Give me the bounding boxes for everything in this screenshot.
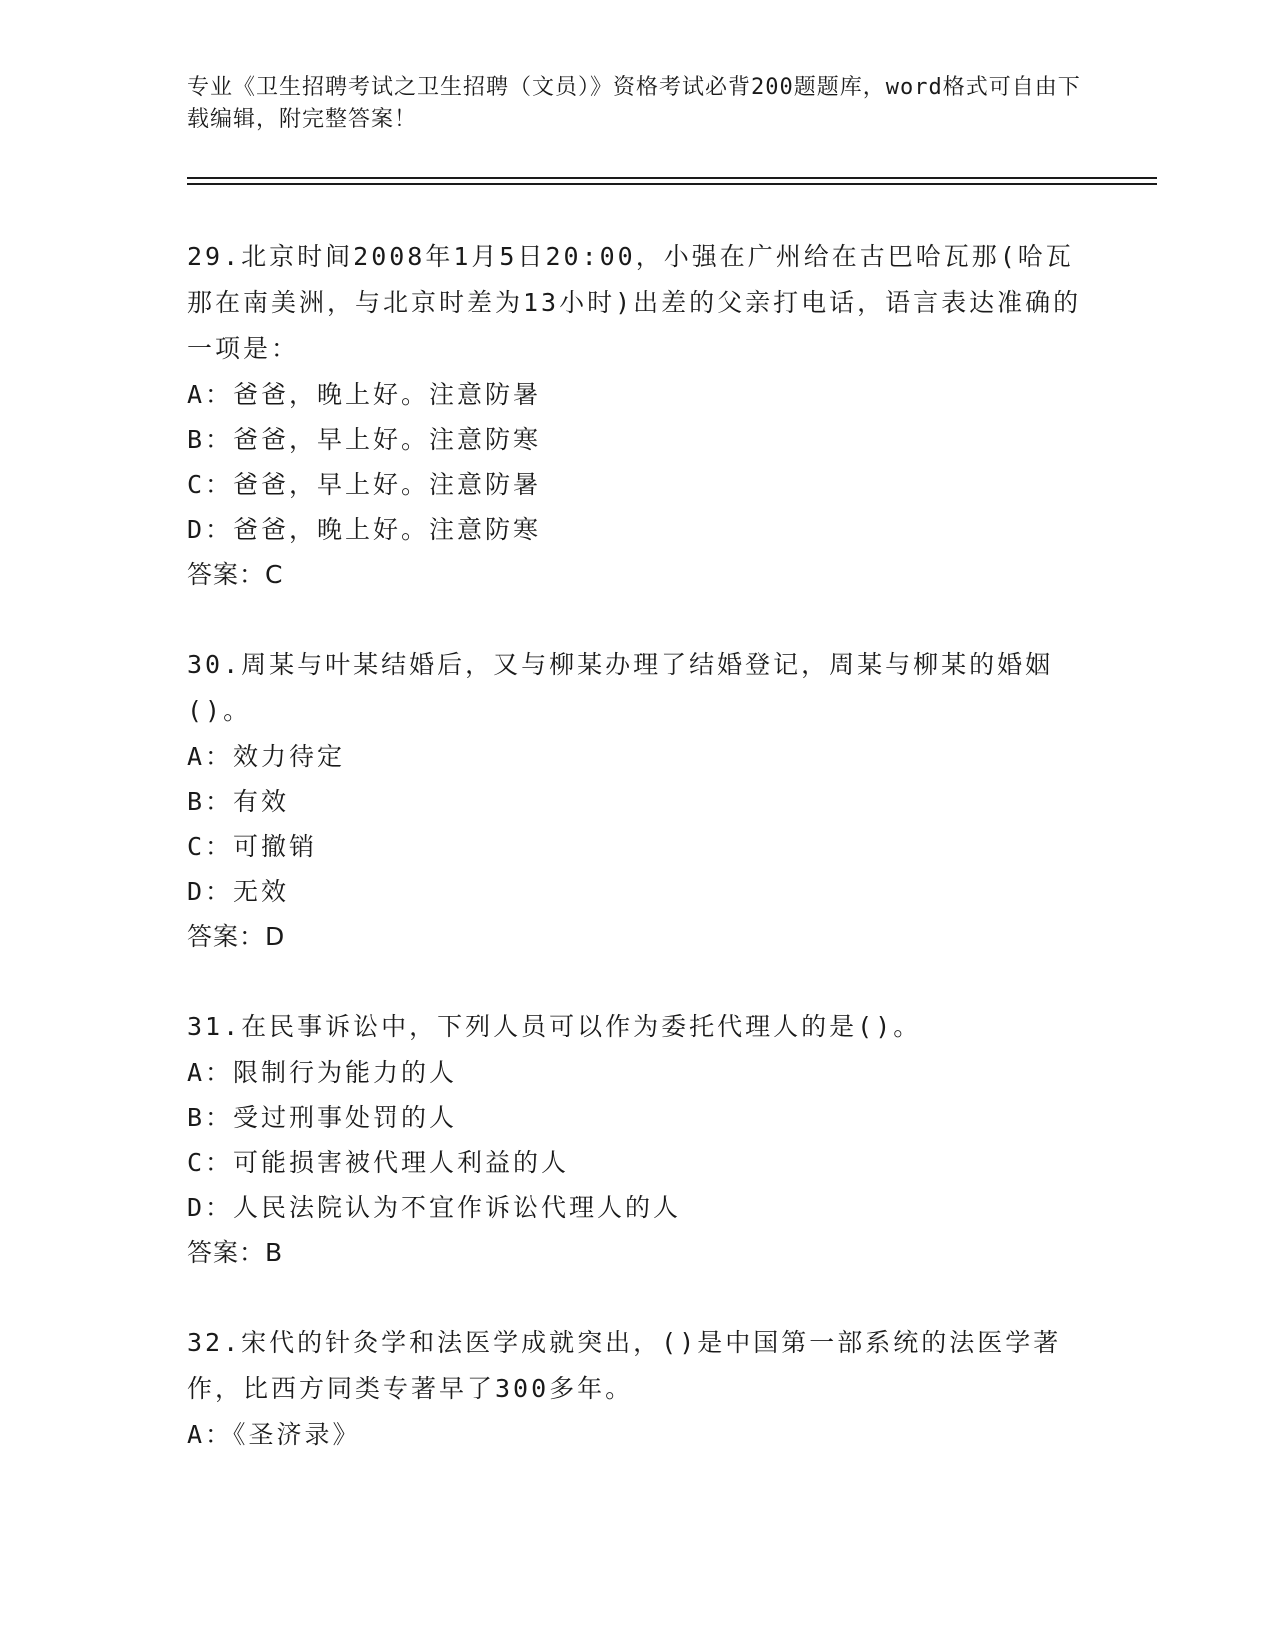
option-c: C：可撤销 bbox=[187, 832, 318, 861]
option-a: A：爸爸，晚上好。注意防暑 bbox=[187, 380, 542, 409]
option-a: A：限制行为能力的人 bbox=[187, 1058, 458, 1087]
option-d: D：无效 bbox=[187, 877, 290, 906]
question-31 bbox=[187, 1004, 1087, 1276]
header-rule-bottom bbox=[187, 183, 1157, 185]
option-a: A：《圣济录》 bbox=[187, 1420, 361, 1449]
option-d: D：爸爸，晚上好。注意防寒 bbox=[187, 515, 542, 544]
question-list bbox=[187, 234, 1087, 1501]
answer-line: 答案：C bbox=[187, 560, 284, 589]
header-rule-top bbox=[187, 177, 1157, 179]
option-a: A：效力待定 bbox=[187, 742, 346, 771]
option-b: B：受过刑事处罚的人 bbox=[187, 1103, 458, 1132]
question-stem: 29.北京时间2008年1月5日20:00，小强在广州给在古巴哈瓦那(哈瓦那在南美洲，与北京时差为13小时)出差的父亲打电话，语言表达准确的一项是： bbox=[187, 242, 1082, 363]
question-30 bbox=[187, 642, 1087, 960]
option-d: D：人民法院认为不宜作诉讼代理人的人 bbox=[187, 1193, 682, 1222]
question-stem: 30.周某与叶某结婚后，又与柳某办理了结婚登记，周某与柳某的婚姻()。 bbox=[187, 650, 1054, 725]
answer-line: 答案：D bbox=[187, 922, 286, 951]
question-stem: 31.在民事诉讼中，下列人员可以作为委托代理人的是()。 bbox=[187, 1012, 922, 1041]
question-29 bbox=[187, 234, 1087, 598]
document-header: 专业《卫生招聘考试之卫生招聘（文员）》资格考试必背200题题库，word格式可自由下载编辑，附完整答案！ bbox=[187, 75, 1081, 132]
option-b: B：有效 bbox=[187, 787, 290, 816]
option-c: C：可能损害被代理人利益的人 bbox=[187, 1148, 570, 1177]
option-b: B：爸爸，早上好。注意防寒 bbox=[187, 425, 542, 454]
answer-line: 答案：B bbox=[187, 1238, 284, 1267]
question-stem: 32.宋代的针灸学和法医学成就突出，()是中国第一部系统的法医学著作，比西方同类专著早了300多年。 bbox=[187, 1328, 1062, 1403]
option-c: C：爸爸，早上好。注意防暑 bbox=[187, 470, 542, 499]
question-32 bbox=[187, 1320, 1087, 1457]
